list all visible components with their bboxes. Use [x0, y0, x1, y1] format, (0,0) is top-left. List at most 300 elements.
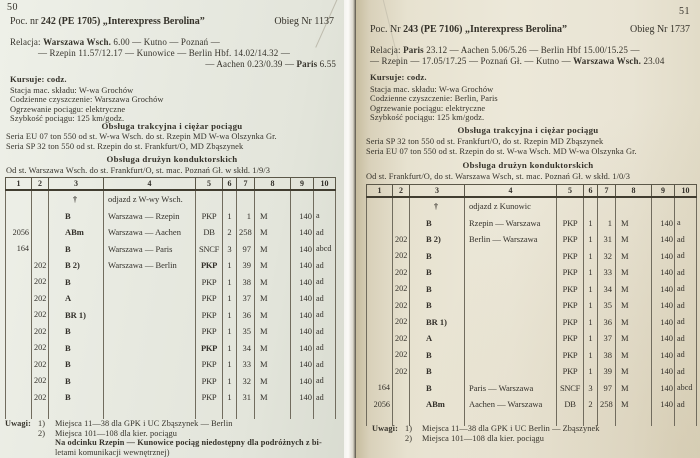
- cell-col2: [393, 396, 410, 413]
- cell-col2: 202: [393, 281, 410, 298]
- column-header: 4: [465, 185, 557, 198]
- cell-col8: M: [616, 264, 652, 281]
- cell-col5: DB: [557, 396, 584, 413]
- cell-col1: 164: [6, 241, 32, 258]
- cell-col1: 2056: [367, 396, 393, 413]
- stub-cell: [104, 406, 196, 419]
- table-row: [367, 314, 697, 331]
- remark-line: [372, 424, 698, 434]
- cell-col9: 140: [291, 323, 314, 340]
- cell-col3: B 2): [49, 257, 104, 274]
- cell-col3: B: [410, 380, 465, 397]
- relation-text: — Rzepin 11.57/12.17 — Kunowice — Berlin Hbf. 14.02/14.32 —: [38, 48, 290, 58]
- cell-col1: [367, 330, 393, 347]
- stub-cell: [223, 406, 237, 419]
- cell-col8: M: [255, 307, 291, 324]
- cell-col2: 202: [32, 257, 49, 274]
- cell-col2: 202: [393, 297, 410, 314]
- cell-col7: 38: [598, 347, 616, 364]
- cell-col1: [367, 197, 393, 215]
- cell-col10: [675, 197, 697, 215]
- cell-col6: 1: [584, 297, 598, 314]
- column-header: 5: [557, 185, 584, 198]
- cell-col1: [6, 274, 32, 291]
- relation-line: [10, 59, 336, 70]
- table-row: [6, 274, 336, 291]
- table-header-row: [367, 185, 697, 198]
- cell-col8: M: [616, 314, 652, 331]
- cell-col10: ad: [675, 264, 697, 281]
- cell-col1: [367, 297, 393, 314]
- cell-col1: [6, 257, 32, 274]
- table-row: [367, 248, 697, 265]
- cell-col1: [367, 281, 393, 298]
- table-row: [6, 389, 336, 406]
- cell-col2: 202: [32, 307, 49, 324]
- column-header: 1: [367, 185, 393, 198]
- cell-col9: 140: [652, 231, 675, 248]
- cell-col1: [6, 307, 32, 324]
- column-header: 8: [255, 178, 291, 191]
- column-header: 1: [6, 178, 32, 191]
- cell-col8: M: [616, 380, 652, 397]
- cell-col2: 202: [393, 347, 410, 364]
- column-header: 6: [584, 185, 598, 198]
- cell-col6: 1: [584, 347, 598, 364]
- cell-col7: 34: [598, 281, 616, 298]
- cell-col7: 32: [598, 248, 616, 265]
- cell-col6: 1: [584, 330, 598, 347]
- cell-col1: [6, 323, 32, 340]
- cell-col8: M: [616, 297, 652, 314]
- cell-col6: 1: [584, 215, 598, 232]
- text-line: Seria EU 07 ton 550 od st. W-wa Wsch. do st. Rzepin MD W-wa Olszynka Gr.: [6, 132, 277, 141]
- relation-text: 23.04: [641, 56, 665, 66]
- stub-cell: [32, 406, 49, 419]
- cell-col2: [32, 190, 49, 208]
- text-line: Stacja mac. składu: W-wa Grochów: [10, 86, 134, 95]
- train-title-name: 243 (PE 7106) „Interexpress Berolina”: [403, 24, 567, 35]
- train-title-name: 242 (PE 1705) „Interexpress Berolina”: [40, 16, 205, 27]
- conductors-section-title: Obsługa drużyn konduktorskich: [106, 154, 238, 164]
- cell-col4: Berlin — Warszawa: [465, 231, 557, 248]
- cell-col10: ad: [314, 307, 336, 324]
- cell-col9: [652, 197, 675, 215]
- cell-col6: 1: [584, 231, 598, 248]
- station-bold: Paris: [296, 59, 318, 69]
- cell-col2: 202: [32, 274, 49, 291]
- column-header: 6: [223, 178, 237, 191]
- cell-col5: [196, 190, 223, 208]
- cell-col6: 1: [584, 314, 598, 331]
- cell-col2: 202: [32, 389, 49, 406]
- cell-col3: BR 1): [49, 307, 104, 324]
- cell-col7: 32: [237, 373, 255, 390]
- remark-text: Miejsca 11—38 dla GPK i UC Zbąszynek — Berlin: [55, 419, 233, 428]
- cell-col5: SNCF: [557, 380, 584, 397]
- cell-col6: 1: [223, 208, 237, 225]
- relation-text: 6.00 — Kutno — Poznań —: [111, 37, 220, 47]
- relation-line: [370, 56, 694, 67]
- cell-col8: M: [255, 257, 291, 274]
- cell-col7: 36: [237, 307, 255, 324]
- cell-col9: 140: [652, 396, 675, 413]
- cell-col3: B: [49, 323, 104, 340]
- cell-col4: [104, 290, 196, 307]
- traction-section-title: Obsługa trakcyjna i ciężar pociągu: [101, 121, 243, 131]
- cell-col7: 31: [237, 389, 255, 406]
- table-row: [367, 231, 697, 248]
- cell-col5: PKP: [557, 231, 584, 248]
- stub-cell: [291, 406, 314, 419]
- cell-col5: PKP: [557, 248, 584, 265]
- cell-col2: [32, 241, 49, 258]
- cell-col8: M: [255, 274, 291, 291]
- cell-col7: 97: [598, 380, 616, 397]
- cell-col2: 202: [393, 248, 410, 265]
- remark-text: Miejsca 101—108 dla kier. pociągu: [422, 433, 544, 443]
- cell-col6: 3: [584, 380, 598, 397]
- remark-line: [5, 448, 340, 458]
- page-number: 50: [7, 2, 18, 13]
- table-row: [367, 264, 697, 281]
- cell-col4: Rzepin — Warszawa: [465, 215, 557, 232]
- cell-col8: M: [616, 363, 652, 380]
- cell-col9: 140: [291, 389, 314, 406]
- cell-col10: ad: [314, 373, 336, 390]
- relation-block: [370, 45, 694, 67]
- relation-text: — Aachen 0.23/0.39 —: [205, 59, 297, 69]
- remarks-label: [5, 429, 38, 439]
- cell-col4: odjazd z Kunowic: [465, 197, 557, 215]
- cell-col4: [104, 323, 196, 340]
- remark-number: [38, 448, 55, 458]
- page-right: [356, 0, 700, 458]
- table-row: [367, 330, 697, 347]
- cell-col3: A: [49, 290, 104, 307]
- remark-text: letami komunikacji wewnętrznej): [55, 448, 170, 458]
- cell-col10: a: [314, 208, 336, 225]
- stub-cell: [237, 406, 255, 419]
- cell-col8: [255, 190, 291, 208]
- cell-col5: [557, 197, 584, 215]
- cell-col10: abcd: [314, 241, 336, 258]
- remark-number: 2): [405, 433, 413, 443]
- cell-col5: PKP: [196, 356, 223, 373]
- cell-col7: 38: [237, 274, 255, 291]
- cell-col10: ad: [675, 281, 697, 298]
- cell-col7: 35: [237, 323, 255, 340]
- cell-col4: [104, 307, 196, 324]
- table-header-row: [6, 178, 336, 191]
- page-number: 51: [679, 6, 690, 17]
- table-row: [367, 197, 697, 215]
- cell-col2: 202: [393, 264, 410, 281]
- remark-number: 1): [405, 424, 413, 433]
- table-row: [6, 307, 336, 324]
- cell-col7: 31: [598, 231, 616, 248]
- cell-col1: [367, 363, 393, 380]
- column-header: 2: [32, 178, 49, 191]
- cell-col1: [367, 347, 393, 364]
- relation-line: [370, 45, 694, 56]
- cell-col5: PKP: [557, 297, 584, 314]
- cell-col10: ad: [675, 297, 697, 314]
- remark-line: [372, 434, 698, 444]
- train-title: [370, 24, 567, 35]
- cell-col4: Aachen — Warszawa: [465, 396, 557, 413]
- cell-col7: 34: [237, 340, 255, 357]
- cell-col5: PKP: [196, 274, 223, 291]
- cell-col4: [465, 248, 557, 265]
- cell-col9: 140: [652, 347, 675, 364]
- table-stub-row: [6, 406, 336, 419]
- cell-col4: [465, 314, 557, 331]
- cell-col9: 140: [291, 340, 314, 357]
- table-row: [6, 323, 336, 340]
- cell-col4: [465, 363, 557, 380]
- cell-col5: PKP: [557, 347, 584, 364]
- cell-col2: 202: [32, 373, 49, 390]
- stub-cell: [49, 406, 104, 419]
- cell-col3: B: [410, 281, 465, 298]
- cell-col1: [6, 208, 32, 225]
- column-header: 10: [675, 185, 697, 198]
- table-row: [6, 241, 336, 258]
- remark-line: [5, 419, 340, 429]
- cell-col6: 2: [223, 224, 237, 241]
- column-header: 3: [410, 185, 465, 198]
- cell-col4: [465, 347, 557, 364]
- cell-col9: 140: [291, 274, 314, 291]
- table-row: [6, 257, 336, 274]
- text-line: Szybkość pociągu: 125 km/godz.: [10, 114, 125, 124]
- cell-col9: 140: [652, 297, 675, 314]
- cell-col6: 3: [223, 241, 237, 258]
- wagon-table: [366, 184, 697, 426]
- remark-line: [5, 438, 340, 448]
- remark-number: [38, 438, 55, 448]
- cell-col3: ABm: [410, 396, 465, 413]
- cell-col3: BR 1): [410, 314, 465, 331]
- cell-col8: M: [255, 356, 291, 373]
- cell-col4: Paris — Warszawa: [465, 380, 557, 397]
- cell-col7: 37: [237, 290, 255, 307]
- cell-col6: 1: [223, 307, 237, 324]
- cell-col7: 1: [237, 208, 255, 225]
- cell-col8: M: [255, 290, 291, 307]
- cell-col6: 1: [223, 274, 237, 291]
- column-header: 2: [393, 185, 410, 198]
- cell-col8: M: [616, 347, 652, 364]
- cell-col10: a: [675, 215, 697, 232]
- remarks-label: Uwagi:: [372, 424, 398, 433]
- relation-text: 6.55: [317, 59, 336, 69]
- cell-col5: PKP: [196, 257, 223, 274]
- cell-col7: 1: [598, 215, 616, 232]
- cell-col10: ad: [675, 248, 697, 265]
- cell-col10: [314, 190, 336, 208]
- conductors-section-title: Obsługa drużyn konduktorskich: [462, 160, 594, 170]
- cell-col1: 164: [367, 380, 393, 397]
- cell-col7: 39: [237, 257, 255, 274]
- table-row: [6, 290, 336, 307]
- cell-col5: PKP: [196, 290, 223, 307]
- cell-col1: [6, 340, 32, 357]
- remark-text: Na odcinku Rzepin — Kunowice pociąg niedostępny dla podróżnych z bi-: [55, 438, 322, 448]
- cell-col7: 258: [237, 224, 255, 241]
- cell-col9: 140: [291, 241, 314, 258]
- remark-line: [5, 429, 340, 439]
- cell-col7: 97: [237, 241, 255, 258]
- cell-col5: PKP: [557, 264, 584, 281]
- column-header: 7: [598, 185, 616, 198]
- cell-col8: M: [255, 224, 291, 241]
- cell-col3: B: [49, 389, 104, 406]
- cell-col10: ad: [314, 340, 336, 357]
- cell-col6: 1: [584, 264, 598, 281]
- cell-col5: PKP: [557, 363, 584, 380]
- cell-col4: [465, 297, 557, 314]
- text-line: Seria SP 32 ton 550 od st. Frankfurt/O, do st. Rzepin MD Zbąszynek: [366, 137, 604, 146]
- cell-col5: PKP: [557, 215, 584, 232]
- relation-text: Relacja:: [10, 37, 44, 47]
- cell-col6: 1: [223, 340, 237, 357]
- cell-col2: 202: [32, 340, 49, 357]
- cell-col4: [465, 264, 557, 281]
- cell-col5: PKP: [196, 373, 223, 390]
- train-title: [10, 16, 205, 27]
- column-header: 9: [291, 178, 314, 191]
- column-header: 8: [616, 185, 652, 198]
- cell-col1: [6, 290, 32, 307]
- cell-col9: 140: [291, 224, 314, 241]
- cell-col9: 140: [652, 215, 675, 232]
- table-row: [6, 340, 336, 357]
- cell-col3: B: [49, 373, 104, 390]
- cell-col8: M: [616, 396, 652, 413]
- cell-col1: [367, 231, 393, 248]
- relation-block: [10, 37, 336, 70]
- table-row: [367, 281, 697, 298]
- station-bold: Warszawa Wsch.: [573, 56, 642, 66]
- cell-col8: M: [255, 340, 291, 357]
- cell-col4: [104, 274, 196, 291]
- cell-col1: [367, 264, 393, 281]
- cell-col5: PKP: [196, 208, 223, 225]
- page-left: [0, 0, 344, 458]
- train-title-prefix: Poc. nr: [10, 16, 41, 27]
- cell-col10: ad: [314, 224, 336, 241]
- cell-col9: 140: [291, 373, 314, 390]
- cell-col9: 140: [291, 290, 314, 307]
- relation-line: [10, 37, 336, 48]
- cell-col6: 1: [223, 389, 237, 406]
- cell-col6: 1: [223, 257, 237, 274]
- station-bold: Paris: [403, 45, 424, 55]
- cell-col4: Warszawa — Rzepin: [104, 208, 196, 225]
- cell-col3: B: [410, 347, 465, 364]
- train-title-row: [10, 16, 334, 27]
- cell-col6: [223, 190, 237, 208]
- text-line: Ogrzewanie pociągu: elektryczne: [10, 104, 126, 114]
- cell-col2: [32, 208, 49, 225]
- cell-col3: B: [49, 274, 104, 291]
- remark-text: Miejsca 101—108 dla kier. pociągu: [55, 428, 177, 438]
- text-line: Szybkość pociągu: 125 km/godz.: [370, 113, 485, 123]
- station-bold: Warszawa Wsch.: [43, 37, 112, 47]
- text-line: Ogrzewanie pociągu: elektryczne: [370, 103, 486, 113]
- table-row: [6, 356, 336, 373]
- wagon-table: [5, 177, 336, 419]
- text-line: Seria SP 32 ton 550 od st. Rzepin do st. Frankfurt/O, MD Zbąszynek: [6, 141, 244, 151]
- cell-col1: [6, 373, 32, 390]
- column-header: 7: [237, 178, 255, 191]
- cell-col5: SNCF: [196, 241, 223, 258]
- remark-number: 2): [38, 428, 46, 438]
- text-line: Codzienne czyszczenie: Berlin, Paris: [370, 94, 498, 104]
- table-row: [367, 363, 697, 380]
- text-line: Seria EU 07 ton 550 od st. Rzepin do st. W-wa Wsch. MD W-wa Olszynka Gr.: [366, 146, 637, 156]
- cell-col10: ad: [675, 363, 697, 380]
- circulation-number: Obieg Nr 1737: [630, 24, 690, 35]
- wagon-table-wrap: [5, 177, 336, 419]
- cell-col9: 140: [291, 307, 314, 324]
- cell-col9: [291, 190, 314, 208]
- cell-col10: ad: [314, 274, 336, 291]
- cell-col3: B: [410, 215, 465, 232]
- cell-col3: †: [410, 197, 465, 215]
- table-row: [6, 190, 336, 208]
- cell-col5: PKP: [196, 389, 223, 406]
- cell-col7: 258: [598, 396, 616, 413]
- cell-col9: 140: [652, 264, 675, 281]
- column-header: 3: [49, 178, 104, 191]
- text-line: Codzienne czyszczenie: Warszawa Grochów: [10, 95, 164, 105]
- cell-col3: B: [410, 363, 465, 380]
- relation-text: — Rzepin — 17.05/17.25 — Poznań Gł. — Kutno —: [370, 56, 574, 66]
- column-header: 4: [104, 178, 196, 191]
- cell-col3: B: [410, 248, 465, 265]
- cell-col3: B 2): [410, 231, 465, 248]
- cell-col10: ad: [675, 396, 697, 413]
- cell-col7: 36: [598, 314, 616, 331]
- cell-col2: 202: [32, 356, 49, 373]
- cell-col1: 2056: [6, 224, 32, 241]
- cell-col10: ad: [314, 323, 336, 340]
- cell-col7: 39: [598, 363, 616, 380]
- cell-col4: [465, 330, 557, 347]
- cell-col3: B: [49, 241, 104, 258]
- cell-col6: 2: [584, 396, 598, 413]
- stub-cell: [255, 406, 291, 419]
- cell-col2: 202: [32, 323, 49, 340]
- train-title-prefix: Poc. Nr: [370, 24, 404, 35]
- cell-col4: Warszawa — Paris: [104, 241, 196, 258]
- train-info-block: [370, 85, 498, 123]
- relation-text: 23.12 — Aachen 5.06/5.26 — Berlin Hbf 15.00/15.25 —: [423, 45, 640, 55]
- runs-daily-line: Kursuje: codz.: [370, 72, 427, 82]
- cell-col4: [104, 340, 196, 357]
- cell-col4: Warszawa — Berlin: [104, 257, 196, 274]
- stub-cell: [314, 406, 336, 419]
- cell-col8: M: [255, 208, 291, 225]
- cell-col7: 37: [598, 330, 616, 347]
- cell-col10: ad: [675, 314, 697, 331]
- remarks-label: [372, 434, 405, 444]
- cell-col4: [104, 373, 196, 390]
- cell-col10: ad: [675, 330, 697, 347]
